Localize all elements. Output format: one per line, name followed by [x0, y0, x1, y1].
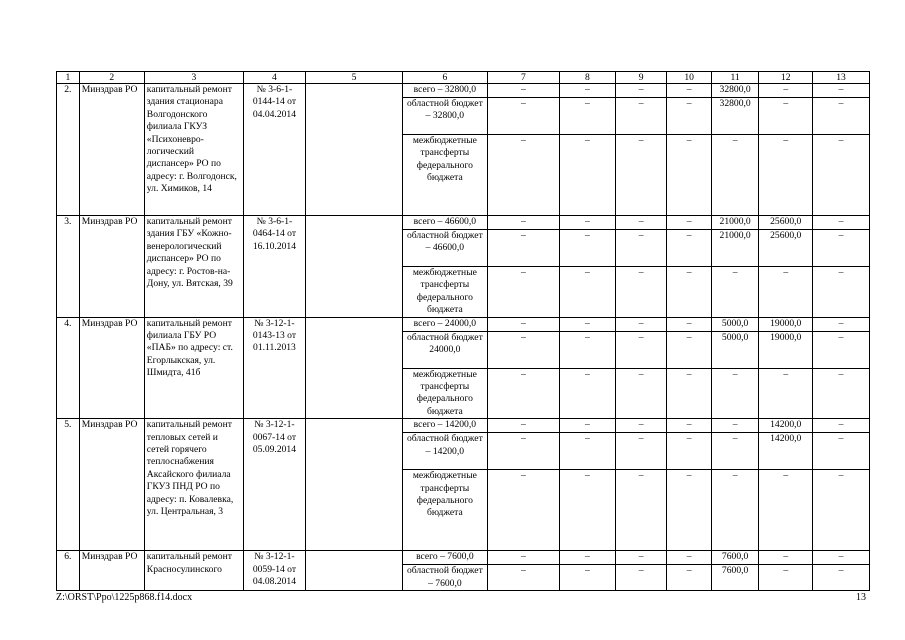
amount-cell: – [813, 84, 870, 98]
amount-cell: – [813, 317, 870, 331]
amount-cell: – [487, 317, 559, 331]
amount-cell: – [759, 98, 813, 135]
amount-cell: – [487, 551, 559, 565]
column-number-header: 4 [243, 72, 305, 84]
amount-cell: – [615, 135, 667, 216]
empty-column-5-cell [305, 419, 402, 551]
amount-cell: – [487, 565, 559, 591]
amount-cell: – [759, 267, 813, 318]
organization-cell: Минздрав РО [79, 419, 144, 551]
amount-cell: – [813, 368, 870, 419]
amount-cell: – [615, 470, 667, 551]
amount-cell: – [813, 419, 870, 433]
amount-cell: – [487, 98, 559, 135]
amount-cell: – [759, 551, 813, 565]
amount-cell: 32800,0 [711, 84, 759, 98]
amount-cell: – [813, 565, 870, 591]
amount-cell: – [759, 470, 813, 551]
amount-cell: – [487, 84, 559, 98]
amount-cell: – [667, 433, 711, 470]
amount-cell: – [615, 317, 667, 331]
amount-cell: 14200,0 [759, 419, 813, 433]
amount-cell: 21000,0 [711, 216, 759, 230]
table-row [57, 317, 870, 331]
amount-cell: – [560, 565, 616, 591]
funding-source-cell: всего – 7600,0 [403, 551, 488, 565]
amount-cell: – [759, 565, 813, 591]
funding-source-cell: всего – 24000,0 [403, 317, 488, 331]
organization-cell: Минздрав РО [79, 84, 144, 216]
amount-cell: – [560, 419, 616, 433]
amount-cell: – [560, 84, 616, 98]
amount-cell: 14200,0 [759, 433, 813, 470]
table-row [57, 216, 870, 230]
amount-cell: – [560, 551, 616, 565]
amount-cell: – [813, 230, 870, 267]
organization-cell: Минздрав РО [79, 216, 144, 318]
amount-cell: 5000,0 [711, 331, 759, 368]
amount-cell: – [759, 368, 813, 419]
amount-cell: – [667, 368, 711, 419]
row-number: 2. [57, 84, 80, 216]
amount-cell: – [667, 470, 711, 551]
funding-source-cell: межбюджетные трансферты федерального бюджета [403, 267, 488, 318]
amount-cell: 21000,0 [711, 230, 759, 267]
amount-cell: – [667, 565, 711, 591]
funding-source-cell: всего – 14200,0 [403, 419, 488, 433]
empty-column-5-cell [305, 84, 402, 216]
amount-cell: – [487, 216, 559, 230]
amount-cell: – [711, 135, 759, 216]
funding-source-cell: межбюджетные трансферты федерального бюджета [403, 135, 488, 216]
amount-cell: – [711, 433, 759, 470]
amount-cell: – [813, 267, 870, 318]
amount-cell: – [615, 230, 667, 267]
amount-cell: – [615, 331, 667, 368]
funding-source-cell: областной бюджет – 7600,0 [403, 565, 488, 591]
amount-cell: 5000,0 [711, 317, 759, 331]
amount-cell: – [487, 368, 559, 419]
funding-source-cell: межбюджетные трансферты федерального бюджета [403, 470, 488, 551]
amount-cell: 19000,0 [759, 317, 813, 331]
amount-cell: – [615, 216, 667, 230]
amount-cell: – [615, 433, 667, 470]
amount-cell: – [813, 433, 870, 470]
amount-cell: 7600,0 [711, 551, 759, 565]
column-number-header: 5 [305, 72, 402, 84]
amount-cell: – [615, 84, 667, 98]
funding-source-cell: областной бюджет – 32800,0 [403, 98, 488, 135]
funding-source-cell: всего – 46600,0 [403, 216, 488, 230]
amount-cell: – [560, 267, 616, 318]
amount-cell: – [487, 419, 559, 433]
amount-cell: 25600,0 [759, 230, 813, 267]
amount-cell: – [759, 135, 813, 216]
object-description-cell: капитальный ремонт здания ГБУ «Кожно-венерологический диспансер» РО по адресу: г. Ростов-на-Дону, ул. Вятская, 39 [144, 216, 243, 318]
amount-cell: – [560, 216, 616, 230]
table-row [57, 84, 870, 98]
amount-cell: – [487, 433, 559, 470]
footer-page-number: 13 [856, 592, 866, 603]
amount-cell: 25600,0 [759, 216, 813, 230]
document-number-cell: № 3-12-1-0067-14 от 05.09.2014 [243, 419, 305, 551]
column-number-header: 13 [813, 72, 870, 84]
row-number: 6. [57, 551, 80, 591]
column-number-header: 8 [560, 72, 616, 84]
amount-cell: – [667, 551, 711, 565]
document-number-cell: № 3-12-1-0059-14 от 04.08.2014 [243, 551, 305, 591]
object-description-cell: капитальный ремонт тепловых сетей и сетей горячего теплоснабжения Аксайского филиала ГКУЗ ПНД РО по адресу: п. Ковалевка, ул. Центральная, 3 [144, 419, 243, 551]
amount-cell: – [711, 368, 759, 419]
amount-cell: – [813, 98, 870, 135]
amount-cell: – [615, 551, 667, 565]
amount-cell: – [813, 470, 870, 551]
column-number-header: 6 [403, 72, 488, 84]
row-number: 5. [57, 419, 80, 551]
column-number-header: 11 [711, 72, 759, 84]
funding-source-cell: областной бюджет – 46600,0 [403, 230, 488, 267]
document-number-cell: № 3-6-1-0464-14 от 16.10.2014 [243, 216, 305, 318]
amount-cell: – [615, 368, 667, 419]
empty-column-5-cell [305, 551, 402, 591]
object-description-cell: капитальный ремонт филиала ГБУ РО «ПАБ» по адресу: ст. Егорлыкская, ул. Шмидта, 41б [144, 317, 243, 419]
header-row [57, 72, 870, 84]
amount-cell: – [667, 419, 711, 433]
amount-cell: – [667, 230, 711, 267]
amount-cell: – [615, 98, 667, 135]
funding-source-cell: областной бюджет 24000,0 [403, 331, 488, 368]
funding-source-cell: всего – 32800,0 [403, 84, 488, 98]
amount-cell: – [560, 98, 616, 135]
amount-cell: – [813, 331, 870, 368]
empty-column-5-cell [305, 317, 402, 419]
amount-cell: – [667, 135, 711, 216]
column-number-header: 7 [487, 72, 559, 84]
amount-cell: – [487, 267, 559, 318]
amount-cell: – [560, 135, 616, 216]
amount-cell: – [667, 98, 711, 135]
object-description-cell: капитальный ремонт Красносулинского [144, 551, 243, 591]
column-number-header: 9 [615, 72, 667, 84]
amount-cell: 32800,0 [711, 98, 759, 135]
amount-cell: – [813, 135, 870, 216]
column-number-header: 12 [759, 72, 813, 84]
column-number-header: 2 [79, 72, 144, 84]
budget-table [56, 71, 870, 591]
object-description-cell: капитальный ремонт здания стационара Волгодонского филиала ГКУЗ «Психоневро-логический диспансер» РО по адресу: г. Волгодонск, ул. Химиков, 14 [144, 84, 243, 216]
column-number-header: 3 [144, 72, 243, 84]
amount-cell: – [560, 368, 616, 419]
amount-cell: – [487, 470, 559, 551]
funding-source-cell: межбюджетные трансферты федерального бюджета [403, 368, 488, 419]
column-number-header: 1 [57, 72, 80, 84]
amount-cell: – [667, 317, 711, 331]
organization-cell: Минздрав РО [79, 317, 144, 419]
amount-cell: – [487, 331, 559, 368]
amount-cell: – [813, 551, 870, 565]
empty-column-5-cell [305, 216, 402, 318]
funding-source-cell: областной бюджет – 14200,0 [403, 433, 488, 470]
table-row [57, 551, 870, 565]
amount-cell: – [667, 267, 711, 318]
amount-cell: – [560, 470, 616, 551]
amount-cell: – [560, 433, 616, 470]
column-number-header: 10 [667, 72, 711, 84]
amount-cell: 19000,0 [759, 331, 813, 368]
amount-cell: – [711, 419, 759, 433]
amount-cell: – [711, 470, 759, 551]
amount-cell: – [667, 331, 711, 368]
amount-cell: – [711, 267, 759, 318]
amount-cell: – [560, 317, 616, 331]
amount-cell: – [560, 331, 616, 368]
table-row [57, 419, 870, 433]
document-number-cell: № 3-12-1-0143-13 от 01.11.2013 [243, 317, 305, 419]
footer-file-path: Z:\ORST\Ppo\1225p868.f14.docx [56, 592, 193, 603]
amount-cell: – [560, 230, 616, 267]
amount-cell: – [667, 84, 711, 98]
amount-cell: – [667, 216, 711, 230]
organization-cell: Минздрав РО [79, 551, 144, 591]
row-number: 4. [57, 317, 80, 419]
amount-cell: – [487, 230, 559, 267]
amount-cell: 7600,0 [711, 565, 759, 591]
amount-cell: – [615, 565, 667, 591]
amount-cell: – [759, 84, 813, 98]
amount-cell: – [615, 267, 667, 318]
amount-cell: – [813, 216, 870, 230]
row-number: 3. [57, 216, 80, 318]
amount-cell: – [487, 135, 559, 216]
amount-cell: – [615, 419, 667, 433]
document-number-cell: № 3-6-1-0144-14 от 04.04.2014 [243, 84, 305, 216]
